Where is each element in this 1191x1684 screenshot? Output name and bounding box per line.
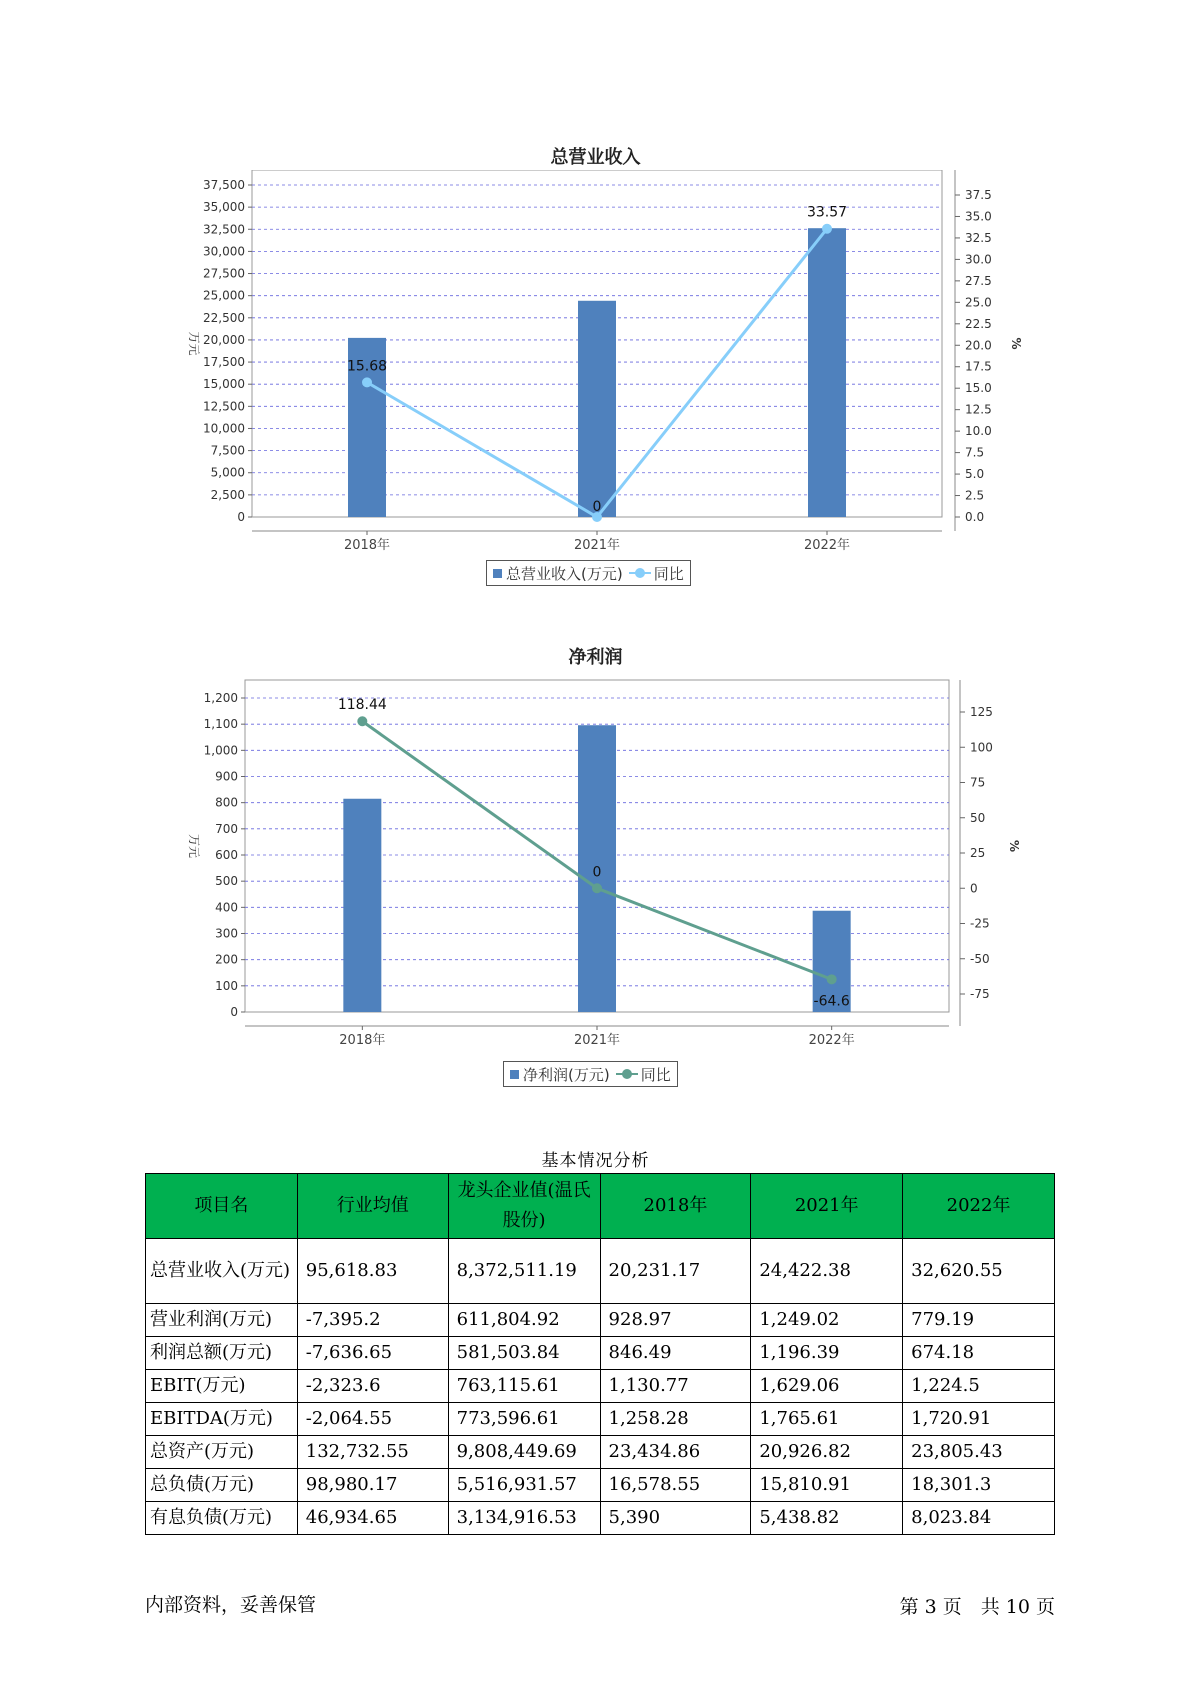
table-row [146,1436,1055,1469]
table-header-cell: 2022年 [903,1174,1055,1239]
table-cell: -7,395.2 [297,1304,448,1337]
y2-tick-label: 0.0 [965,510,985,524]
y2-tick-label: 27.5 [965,273,992,288]
table-header-row [146,1174,1055,1239]
y2-axis-title: % [1007,839,1021,853]
y-tick-label: 400 [215,900,238,915]
legend-bar-swatch [510,1070,519,1079]
table-cell: 5,516,931.57 [448,1469,600,1502]
table-cell: 16,578.55 [600,1469,751,1502]
table-cell: 1,765.61 [751,1403,903,1436]
y2-tick-label: 25 [970,846,986,860]
table-row-label: EBIT(万元) [146,1370,298,1403]
data-label: 118.44 [337,697,387,714]
table-cell: 20,231.17 [600,1239,751,1304]
y-tick-label: 35,000 [203,200,245,215]
chart-title-net-profit: 净利润 [568,647,623,668]
net-profit-chart-legend [503,1061,678,1087]
table-header-cell: 项目名 [146,1174,298,1239]
table-cell: -2,323.6 [297,1370,448,1403]
y-tick-label: 700 [215,821,238,836]
legend-line-swatch [629,568,651,578]
table-row [146,1403,1055,1436]
table-row [146,1304,1055,1337]
y-tick-label: 500 [215,874,238,889]
y2-tick-label: -25 [970,916,990,931]
yoy-point [827,974,837,984]
table-row-label: 有息负债(万元) [146,1502,298,1535]
y2-tick-label: 25.0 [965,295,992,310]
table-cell: 23,805.43 [903,1436,1055,1469]
legend-bar-label: 净利润(万元) [523,1065,610,1084]
table-cell: 1,258.28 [600,1403,751,1436]
y2-tick-label: -50 [970,951,990,966]
table-row-label: 总营业收入(万元) [146,1239,298,1304]
table-cell: 24,422.38 [751,1239,903,1304]
y-tick-label: 20,000 [203,332,245,347]
y2-tick-label: 50 [970,810,986,825]
table-cell: 779.19 [903,1304,1055,1337]
table-cell: 1,720.91 [903,1403,1055,1436]
table-cell: 5,438.82 [751,1502,903,1535]
table-cell: 8,023.84 [903,1502,1055,1535]
y-tick-label: 1,200 [203,691,238,705]
table-cell: 95,618.83 [297,1239,448,1304]
chart-title-revenue: 总营业收入 [550,147,641,168]
y-tick-label: 5,000 [210,465,245,480]
table-cell: 763,115.61 [448,1370,600,1403]
y-tick-label: 300 [215,926,238,941]
table-cell: 1,224.5 [903,1370,1055,1403]
table-cell: 581,503.84 [448,1337,600,1370]
table-cell: 3,134,916.53 [448,1502,600,1535]
table-header-cell: 2018年 [600,1174,751,1239]
y2-tick-label: 2.5 [965,488,985,503]
table-header-cell: 行业均值 [297,1174,448,1239]
table-cell: 928.97 [600,1304,751,1337]
table-cell: 1,130.77 [600,1370,751,1403]
y-tick-label: 600 [215,848,238,862]
y-tick-label: 100 [215,978,238,993]
table-row [146,1370,1055,1403]
y2-tick-label: 12.5 [965,402,992,417]
data-label: 0 [592,499,602,515]
x-tick-label: 2022年 [803,538,851,553]
table-cell: 846.49 [600,1337,751,1370]
table-cell: -7,636.65 [297,1337,448,1370]
table-cell: 32,620.55 [903,1239,1055,1304]
y2-tick-label: 75 [970,775,986,790]
y-tick-label: 10,000 [203,421,245,436]
bar [578,301,616,517]
legend-bar-label: 总营业收入(万元) [506,564,623,583]
y2-tick-label: 100 [970,740,993,755]
y2-axis-title: % [1009,337,1023,350]
table-row-label: 总负债(万元) [146,1469,298,1502]
y-tick-label: 1,100 [203,717,238,732]
y-tick-label: 2,500 [210,487,245,502]
y-tick-label: 22,500 [203,310,245,325]
legend-line-swatch [616,1069,638,1079]
revenue-chart-legend [486,560,691,586]
legend-line-label: 同比 [653,564,684,583]
table-cell: 132,732.55 [297,1436,448,1469]
y2-tick-label: 15.0 [965,381,992,396]
data-label: 33.57 [806,204,848,221]
table-cell: 1,196.39 [751,1337,903,1370]
data-label: 0 [592,864,602,881]
table-row [146,1469,1055,1502]
y-tick-label: 27,500 [203,266,245,281]
table-cell: 98,980.17 [297,1469,448,1502]
table-row [146,1239,1055,1304]
net-profit-chart [0,660,1191,1080]
y2-tick-label: 17.5 [965,359,992,374]
table-cell: 15,810.91 [751,1469,903,1502]
table-cell: 5,390 [600,1502,751,1535]
y-tick-label: 1,000 [203,743,238,758]
footer-page-number: 第 3 页 共 10 页 [899,1596,1055,1618]
table-cell: 18,301.3 [903,1469,1055,1502]
table-row-label: 营业利润(万元) [146,1304,298,1337]
y-tick-label: 0 [230,1005,238,1019]
y-tick-label: 200 [215,952,238,967]
table-cell: 611,804.92 [448,1304,600,1337]
table-header-cell: 2021年 [751,1174,903,1239]
legend-line-label: 同比 [640,1065,671,1084]
y-tick-label: 32,500 [203,222,245,237]
table-row-label: EBITDA(万元) [146,1403,298,1436]
x-tick-label: 2021年 [573,538,621,553]
table-header-cell: 龙头企业值(温氏股份) [448,1174,600,1239]
table-cell: 1,629.06 [751,1370,903,1403]
y-tick-label: 0 [237,510,245,524]
y2-tick-label: 22.5 [965,316,992,331]
y-tick-label: 900 [215,769,238,784]
y2-tick-label: 0 [970,881,978,896]
table-row [146,1337,1055,1370]
y-tick-label: 800 [215,795,238,810]
y-tick-label: 25,000 [203,288,245,303]
bar [343,799,381,1012]
x-tick-label: 2018年 [339,1033,386,1048]
y2-tick-label: 10.0 [965,424,992,439]
footer-confidential-note: 内部资料，妥善保管 [145,1594,317,1616]
y2-tick-label: 125 [970,705,993,719]
table-row [146,1502,1055,1535]
yoy-point [822,224,832,234]
table-row-label: 利润总额(万元) [146,1337,298,1370]
yoy-point [362,377,372,387]
bar [808,228,846,517]
legend-bar-swatch [493,569,502,578]
table-cell: 674.18 [903,1337,1055,1370]
y2-tick-label: 35.0 [965,209,992,224]
x-tick-label: 2018年 [343,538,391,553]
table-cell: -2,064.55 [297,1403,448,1436]
y-tick-label: 12,500 [203,399,245,414]
y-axis-title: 万元 [187,331,201,356]
y2-tick-label: 7.5 [965,445,985,460]
y-tick-label: 37,500 [203,178,245,192]
table-cell: 773,596.61 [448,1403,600,1436]
y2-tick-label: -75 [970,987,990,1001]
y-axis-title: 万元 [187,833,201,859]
table-caption: 基本情况分析 [541,1151,650,1171]
data-label: -64.6 [813,993,850,1010]
table-row-label: 总资产(万元) [146,1436,298,1469]
y2-tick-label: 37.5 [965,188,992,202]
y-tick-label: 30,000 [203,244,245,259]
y2-tick-label: 30.0 [965,252,992,267]
y2-tick-label: 20.0 [965,338,992,353]
basic-analysis-table [145,1173,1055,1535]
table-cell: 9,808,449.69 [448,1436,600,1469]
yoy-point [592,883,602,893]
yoy-point [357,716,367,726]
y2-tick-label: 32.5 [965,230,992,245]
y2-tick-label: 5.0 [965,467,985,482]
table-cell: 23,434.86 [600,1436,751,1469]
x-tick-label: 2021年 [573,1033,621,1048]
x-tick-label: 2022年 [808,1033,855,1048]
table-cell: 8,372,511.19 [448,1239,600,1304]
table-cell: 46,934.65 [297,1502,448,1535]
table-cell: 20,926.82 [751,1436,903,1469]
y-tick-label: 15,000 [203,377,245,392]
table-cell: 1,249.02 [751,1304,903,1337]
y-tick-label: 17,500 [203,355,245,370]
y-tick-label: 7,500 [210,443,245,458]
data-label: 15.68 [346,358,388,375]
